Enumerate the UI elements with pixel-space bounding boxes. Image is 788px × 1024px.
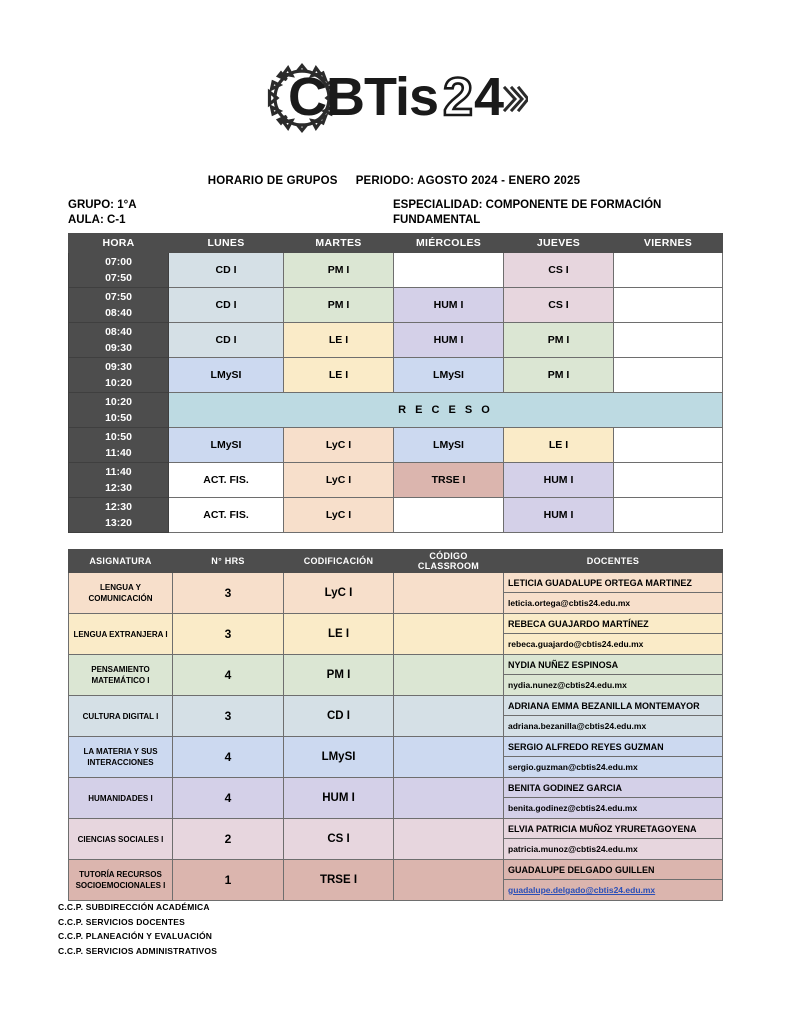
schedule-col-viernes: VIERNES bbox=[614, 234, 723, 253]
teacher-email: benita.godinez@cbtis24.edu.mx bbox=[508, 803, 638, 813]
class-cell: CS I bbox=[504, 288, 614, 323]
classroom-code-cell bbox=[394, 655, 504, 696]
class-cell: LE I bbox=[284, 358, 394, 393]
time-slot-cell bbox=[69, 393, 169, 428]
schedule-row bbox=[69, 358, 723, 393]
time-start: 09:30 bbox=[105, 361, 132, 373]
page-title: HORARIO DE GRUPOS bbox=[207, 175, 338, 187]
schedule-row bbox=[69, 428, 723, 463]
classroom-code-cell bbox=[394, 778, 504, 819]
subject-code-cell: CS I bbox=[284, 819, 394, 860]
time-start: 10:50 bbox=[105, 431, 132, 443]
classroom-code-cell bbox=[394, 696, 504, 737]
subject-hours-cell: 4 bbox=[173, 655, 284, 696]
class-cell: LMySI bbox=[169, 358, 284, 393]
classroom-header-line-1: CÓDIGO bbox=[429, 551, 468, 561]
ccp-line: C.C.P. SERVICIOS DOCENTES bbox=[58, 916, 186, 927]
time-slot-cell bbox=[69, 428, 169, 463]
class-cell: LyC I bbox=[284, 428, 394, 463]
subjects-header-row bbox=[69, 550, 723, 573]
time-start: 08:40 bbox=[105, 326, 132, 338]
ccp-line: C.C.P. PLANEACIÓN Y EVALUACIÓN bbox=[58, 931, 213, 941]
class-cell: CD I bbox=[169, 288, 284, 323]
time-end: 10:50 bbox=[105, 412, 132, 424]
time-slot-cell bbox=[69, 498, 169, 533]
svg-text:4: 4 bbox=[474, 67, 504, 127]
schedule-row bbox=[69, 288, 723, 323]
class-cell: LE I bbox=[504, 428, 614, 463]
time-slot-cell bbox=[69, 253, 169, 288]
subject-row bbox=[69, 696, 723, 737]
empty-cell bbox=[614, 323, 723, 358]
schedule-header-row bbox=[69, 234, 723, 253]
time-end: 12:30 bbox=[105, 482, 132, 494]
class-cell: LMySI bbox=[394, 358, 504, 393]
subject-row bbox=[69, 860, 723, 901]
schedule-row bbox=[69, 393, 723, 428]
weekly-schedule-table bbox=[68, 233, 723, 533]
class-cell: CD I bbox=[169, 253, 284, 288]
empty-cell bbox=[614, 463, 723, 498]
subjects-col-codigo-classroom bbox=[394, 550, 504, 573]
teacher-email: rebeca.guajardo@cbtis24.edu.mx bbox=[508, 639, 644, 649]
teacher-name: GUADALUPE DELGADO GUILLEN bbox=[504, 860, 722, 880]
time-slot-cell bbox=[69, 358, 169, 393]
schedule-row bbox=[69, 323, 723, 358]
teacher-name: LETICIA GUADALUPE ORTEGA MARTINEZ bbox=[504, 573, 722, 593]
subjects-table bbox=[68, 549, 723, 901]
subject-code-cell: LE I bbox=[284, 614, 394, 655]
empty-cell bbox=[394, 498, 504, 533]
subject-name-cell: CIENCIAS SOCIALES I bbox=[69, 819, 173, 860]
class-cell: LyC I bbox=[284, 463, 394, 498]
classroom-code-cell bbox=[394, 819, 504, 860]
subject-name-cell: HUMANIDADES I bbox=[69, 778, 173, 819]
subject-row bbox=[69, 573, 723, 614]
time-start: 11:40 bbox=[105, 466, 132, 478]
subject-code-cell: TRSE I bbox=[284, 860, 394, 901]
cbtis24-logo bbox=[0, 62, 788, 134]
subject-row bbox=[69, 737, 723, 778]
ccp-line: C.C.P. SERVICIOS ADMINISTRATIVOS bbox=[58, 945, 218, 956]
time-start: 07:50 bbox=[105, 291, 132, 303]
teacher-email: leticia.ortega@cbtis24.edu.mx bbox=[508, 598, 631, 608]
teacher-email: nydia.nunez@cbtis24.edu.mx bbox=[508, 680, 627, 690]
empty-cell bbox=[614, 498, 723, 533]
teacher-cell bbox=[504, 655, 723, 696]
subject-code-cell: LyC I bbox=[284, 573, 394, 614]
empty-cell bbox=[614, 253, 723, 288]
especialidad-line-1: ESPECIALIDAD: COMPONENTE DE FORMACIÓN bbox=[393, 199, 662, 211]
group-info bbox=[68, 198, 137, 228]
period-label: PERIODO: AGOSTO 2024 - ENERO 2025 bbox=[355, 175, 581, 187]
subject-hours-cell: 2 bbox=[173, 819, 284, 860]
time-slot-cell bbox=[69, 323, 169, 358]
subject-hours-cell: 1 bbox=[173, 860, 284, 901]
subject-name-cell: PENSAMIENTO MATEMÁTICO I bbox=[69, 655, 173, 696]
class-cell: HUM I bbox=[394, 288, 504, 323]
class-cell: CD I bbox=[169, 323, 284, 358]
schedule-col-lunes: LUNES bbox=[169, 234, 284, 253]
document-title-line bbox=[0, 175, 788, 187]
subject-name-cell: LA MATERIA Y SUS INTERACCIONES bbox=[69, 737, 173, 778]
class-cell: PM I bbox=[284, 253, 394, 288]
svg-text:2: 2 bbox=[443, 67, 473, 127]
teacher-name: BENITA GODINEZ GARCIA bbox=[504, 778, 722, 798]
schedule-col-jueves: JUEVES bbox=[504, 234, 614, 253]
time-end: 08:40 bbox=[105, 307, 132, 319]
teacher-email: patricia.munoz@cbtis24.edu.mx bbox=[508, 844, 638, 854]
classroom-code-cell bbox=[394, 614, 504, 655]
subject-code-cell: CD I bbox=[284, 696, 394, 737]
break-cell: R E C E S O bbox=[169, 393, 723, 428]
class-cell: PM I bbox=[504, 323, 614, 358]
schedule-row bbox=[69, 498, 723, 533]
time-end: 09:30 bbox=[105, 342, 132, 354]
subject-row bbox=[69, 614, 723, 655]
subject-code-cell: LMySI bbox=[284, 737, 394, 778]
time-end: 11:40 bbox=[105, 447, 132, 459]
schedule-col-miércoles: MIÉRCOLES bbox=[394, 234, 504, 253]
subject-row bbox=[69, 655, 723, 696]
schedule-col-martes: MARTES bbox=[284, 234, 394, 253]
ccp-line: C.C.P. SUBDIRECCIÓN ACADÉMICA bbox=[58, 902, 210, 912]
schedule-row bbox=[69, 253, 723, 288]
cbtis24-logo-svg bbox=[260, 62, 528, 134]
time-slot-cell bbox=[69, 463, 169, 498]
subject-row bbox=[69, 819, 723, 860]
ccp-footer bbox=[58, 900, 217, 958]
teacher-cell bbox=[504, 696, 723, 737]
empty-cell bbox=[614, 358, 723, 393]
subject-code-cell: HUM I bbox=[284, 778, 394, 819]
teacher-cell bbox=[504, 860, 723, 901]
class-cell: PM I bbox=[504, 358, 614, 393]
teacher-name: NYDIA NUÑEZ ESPINOSA bbox=[504, 655, 722, 675]
time-end: 10:20 bbox=[105, 377, 132, 389]
subjects-col-4: DOCENTES bbox=[504, 550, 723, 573]
aula-label: AULA: C-1 bbox=[68, 214, 126, 226]
teacher-cell bbox=[504, 778, 723, 819]
class-cell: ACT. FIS. bbox=[169, 498, 284, 533]
teacher-email: adriana.bezanilla@cbtis24.edu.mx bbox=[508, 721, 647, 731]
subject-code-cell: PM I bbox=[284, 655, 394, 696]
teacher-email: sergio.guzman@cbtis24.edu.mx bbox=[508, 762, 638, 772]
classroom-code-cell bbox=[394, 860, 504, 901]
time-start: 07:00 bbox=[105, 256, 132, 268]
class-cell: PM I bbox=[284, 288, 394, 323]
subject-name-cell: TUTORÍA RECURSOS SOCIOEMOCIONALES I bbox=[69, 860, 173, 901]
class-cell: HUM I bbox=[394, 323, 504, 358]
teacher-name: ADRIANA EMMA BEZANILLA MONTEMAYOR bbox=[504, 696, 722, 716]
class-cell: ACT. FIS. bbox=[169, 463, 284, 498]
grupo-label: GRUPO: 1°A bbox=[68, 199, 137, 211]
svg-text:CBTis: CBTis bbox=[288, 67, 439, 127]
especialidad-line-2: FUNDAMENTAL bbox=[393, 214, 481, 226]
subjects-col-0: ASIGNATURA bbox=[69, 550, 173, 573]
teacher-name: SERGIO ALFREDO REYES GUZMAN bbox=[504, 737, 722, 757]
class-cell: HUM I bbox=[504, 463, 614, 498]
time-end: 07:50 bbox=[105, 272, 132, 284]
classroom-code-cell bbox=[394, 573, 504, 614]
subject-hours-cell: 4 bbox=[173, 778, 284, 819]
classroom-code-cell bbox=[394, 737, 504, 778]
time-start: 10:20 bbox=[105, 396, 132, 408]
class-cell: LMySI bbox=[394, 428, 504, 463]
empty-cell bbox=[614, 428, 723, 463]
empty-cell bbox=[614, 288, 723, 323]
classroom-header-line-2: CLASSROOM bbox=[417, 561, 480, 571]
subject-name-cell: LENGUA EXTRANJERA I bbox=[69, 614, 173, 655]
subject-name-cell: LENGUA Y COMUNICACIÓN bbox=[69, 573, 173, 614]
schedule-row bbox=[69, 463, 723, 498]
subject-hours-cell: 3 bbox=[173, 614, 284, 655]
subject-name-cell: CULTURA DIGITAL I bbox=[69, 696, 173, 737]
time-slot-cell bbox=[69, 288, 169, 323]
class-cell: LE I bbox=[284, 323, 394, 358]
subject-row bbox=[69, 778, 723, 819]
teacher-name: REBECA GUAJARDO MARTÍNEZ bbox=[504, 614, 722, 634]
schedule-col-hora: HORA bbox=[69, 234, 169, 253]
time-start: 12:30 bbox=[105, 501, 132, 513]
empty-cell bbox=[394, 253, 504, 288]
class-cell: LMySI bbox=[169, 428, 284, 463]
class-cell: TRSE I bbox=[394, 463, 504, 498]
especialidad-info bbox=[393, 198, 723, 228]
teacher-cell bbox=[504, 737, 723, 778]
teacher-name: ELVIA PATRICIA MUÑOZ YRURETAGOYENA bbox=[504, 819, 722, 839]
class-cell: LyC I bbox=[284, 498, 394, 533]
teacher-email[interactable]: guadalupe.delgado@cbtis24.edu.mx bbox=[508, 885, 656, 895]
class-cell: CS I bbox=[504, 253, 614, 288]
subjects-col-1: N° HRS bbox=[173, 550, 284, 573]
class-cell: HUM I bbox=[504, 498, 614, 533]
subject-hours-cell: 3 bbox=[173, 573, 284, 614]
teacher-cell bbox=[504, 819, 723, 860]
subject-hours-cell: 4 bbox=[173, 737, 284, 778]
teacher-cell bbox=[504, 614, 723, 655]
subject-hours-cell: 3 bbox=[173, 696, 284, 737]
subjects-col-2: CODIFICACIÓN bbox=[284, 550, 394, 573]
time-end: 13:20 bbox=[105, 517, 132, 529]
teacher-cell bbox=[504, 573, 723, 614]
